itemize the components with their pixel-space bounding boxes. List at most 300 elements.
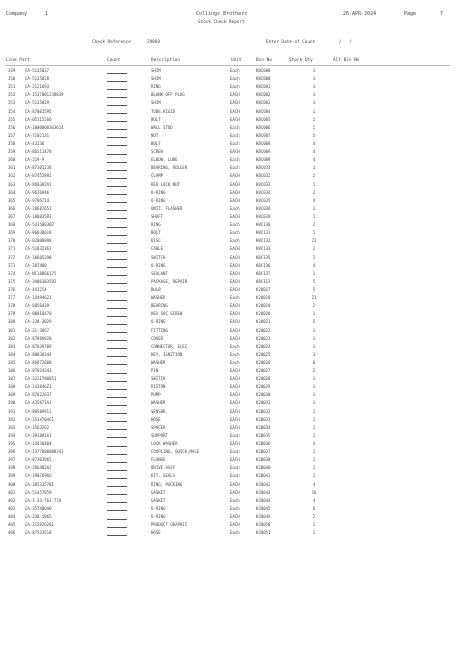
unit-cell: EACH: [230, 319, 240, 325]
line-part-cell: 377: [8, 295, 16, 301]
line-part-cell: 349: [8, 68, 16, 73]
stock-qty-cell: 4: [312, 481, 316, 487]
unit-cell: Each: [230, 505, 240, 511]
column-alt-bin-no: Alt Bin No: [333, 58, 360, 63]
table-row: [0, 351, 460, 359]
stock-qty-cell: 5: [312, 278, 316, 284]
table-row: [0, 408, 460, 416]
table-row: [0, 108, 460, 116]
count-entry-line[interactable]: [107, 170, 127, 171]
description-cell: GASKET: [151, 489, 166, 495]
count-entry-line[interactable]: [107, 73, 127, 74]
unit-cell: EACH: [230, 100, 240, 106]
bin-no-cell: K20028: [256, 376, 271, 382]
table-row: [0, 327, 460, 335]
description-cell: O-RING: [151, 505, 166, 511]
count-entry-line[interactable]: [107, 105, 127, 106]
unit-cell: EACH: [230, 149, 240, 155]
description-cell: BOLT: [151, 140, 161, 146]
line-part-cell: 363: [8, 181, 16, 187]
unit-cell: Each: [230, 473, 240, 479]
description-cell: SCREW: [151, 149, 164, 155]
table-row: [0, 529, 460, 537]
description-cell: O-RING: [151, 189, 166, 195]
bin-no-cell: K20019: [256, 303, 271, 309]
table-row: [0, 294, 460, 302]
line-part-cell: 359: [8, 149, 16, 155]
part-number-cell: CA-1-33-761-778: [25, 497, 62, 503]
description-cell: KEY, IGNITION: [151, 351, 183, 357]
unit-cell: EACH: [230, 416, 240, 422]
bin-no-cell: K8C009: [256, 157, 271, 163]
count-entry-line[interactable]: [107, 478, 127, 479]
stock-qty-cell: 1: [312, 124, 316, 130]
description-cell: BLANK-OFF PLUG: [151, 92, 185, 98]
table-row: [0, 302, 460, 310]
count-entry-line[interactable]: [107, 454, 127, 455]
line-part-cell: 397: [8, 457, 16, 463]
unit-cell: EACH: [230, 481, 240, 487]
table-row: [0, 262, 460, 270]
bin-no-cell: K20043: [256, 489, 271, 495]
description-cell: PRODUCT GRAPHIC: [151, 522, 188, 528]
table-row: [0, 335, 460, 343]
description-cell: TUBE.RIGID: [151, 108, 176, 114]
table-row: [0, 456, 460, 464]
line-part-cell: 362: [8, 173, 16, 179]
part-number-cell: CA-1907696U: [25, 473, 52, 479]
stock-qty-cell: 1: [312, 530, 316, 536]
line-part-cell: 405: [8, 522, 16, 528]
count-entry-line[interactable]: [107, 429, 127, 430]
part-number-cell: CA-287488: [25, 262, 47, 268]
line-part-cell: 389: [8, 392, 16, 398]
description-cell: BOLT: [151, 116, 161, 122]
unit-cell: Each: [230, 222, 240, 228]
table-row: [0, 343, 460, 351]
count-entry-line[interactable]: [107, 519, 127, 520]
table-row: [0, 148, 460, 156]
check-reference-value: 29860: [147, 40, 160, 45]
part-number-cell: CA-31-3867: [25, 327, 50, 333]
table-row: [0, 424, 460, 432]
description-cell: SPACER: [151, 424, 166, 430]
description-cell: O-RING: [151, 514, 166, 520]
part-number-cell: CA-2121693: [25, 84, 50, 90]
part-number-cell: CA-35740040: [25, 505, 52, 511]
part-number-cell: CA-1537001238839: [25, 92, 64, 98]
count-entry-line[interactable]: [107, 437, 127, 438]
page-label: Page: [404, 11, 417, 17]
count-entry-line[interactable]: [107, 373, 127, 374]
count-entry-line[interactable]: [107, 446, 127, 447]
bin-no-cell: K8C136: [256, 262, 271, 268]
part-number-cell: CA-315926201: [25, 522, 54, 528]
count-entry-line[interactable]: [107, 510, 127, 511]
count-entry-line[interactable]: [107, 202, 127, 203]
count-entry-line[interactable]: [107, 210, 127, 211]
unit-cell: EACH: [230, 92, 240, 98]
part-number-cell: CA-9626946: [25, 189, 50, 195]
bin-no-cell: K20025: [256, 351, 271, 357]
line-part-cell: 384: [8, 351, 16, 357]
part-number-cell: CA-3534704C1: [25, 416, 54, 422]
bin-no-cell: K8C008: [256, 140, 271, 146]
count-entry-line[interactable]: [107, 494, 127, 495]
stock-qty-cell: 1: [312, 165, 316, 171]
line-part-cell: 355: [8, 116, 16, 122]
count-entry-line[interactable]: [107, 227, 127, 228]
count-entry-line[interactable]: [107, 462, 127, 463]
count-entry-line[interactable]: [107, 129, 127, 130]
stock-qty-cell: 1: [312, 84, 316, 90]
table-row: [0, 172, 460, 180]
table-row: [0, 505, 460, 513]
line-part-cell: 353: [8, 100, 16, 106]
unit-cell: Each: [230, 84, 240, 90]
line-part-cell: 381: [8, 327, 16, 333]
line-part-cell: 385: [8, 359, 16, 365]
count-entry-line[interactable]: [107, 154, 127, 155]
unit-cell: Each: [230, 465, 240, 471]
line-part-cell: 364: [8, 189, 16, 195]
bin-no-cell: K20033: [256, 416, 271, 422]
stock-qty-cell: 5: [312, 319, 316, 325]
bin-no-cell: K20026: [256, 359, 271, 365]
table-row: [0, 270, 460, 278]
line-part-cell: 378: [8, 303, 16, 309]
part-number-cell: CA-385335701: [25, 481, 54, 487]
stock-qty-cell: 1: [312, 408, 316, 414]
count-entry-line[interactable]: [107, 283, 127, 284]
count-entry-line[interactable]: [107, 364, 127, 365]
part-number-cell: CA-43236: [25, 140, 45, 146]
count-entry-line[interactable]: [107, 316, 127, 317]
column-description: Description: [151, 58, 181, 63]
count-entry-line[interactable]: [107, 470, 127, 471]
unit-cell: EACH: [230, 376, 240, 382]
stock-qty-cell: 1: [312, 254, 316, 260]
description-cell: SENSOR: [151, 408, 166, 414]
part-number-cell: CA-87533518: [25, 530, 52, 536]
description-cell: PUMP: [151, 392, 161, 398]
count-entry-line[interactable]: [107, 178, 127, 179]
description-cell: SUPPORT: [151, 432, 168, 438]
part-number-cell: CA-238-3029: [25, 319, 52, 325]
description-cell: COUPLING, QUICK,MALE: [151, 449, 200, 455]
description-cell: HOSE: [151, 530, 161, 536]
line-part-cell: 406: [8, 530, 16, 536]
unit-cell: Each: [230, 343, 240, 349]
bin-no-cell: K20035: [256, 432, 271, 438]
stock-qty-cell: 1: [312, 100, 316, 106]
part-number-cell: CA-1377800080343: [25, 449, 64, 455]
part-number-cell: CA-5135028: [25, 76, 50, 82]
count-entry-line[interactable]: [107, 405, 127, 406]
bin-no-cell: K20017: [256, 286, 271, 292]
unit-cell: EACH: [230, 181, 240, 187]
stock-qty-cell: 1: [312, 92, 316, 98]
stock-qty-cell: 1: [312, 68, 316, 73]
stock-qty-cell: 4: [312, 157, 316, 163]
part-number-cell: CA-219-9: [25, 157, 45, 163]
description-cell: SHIM: [151, 76, 161, 82]
part-number-cell: CA-9706714: [25, 197, 50, 203]
count-entry-line[interactable]: [107, 291, 127, 292]
column-stock-qty: Stock Qty: [289, 58, 313, 63]
stock-qty-cell: 4: [312, 441, 316, 447]
line-part-cell: 365: [8, 197, 16, 203]
unit-cell: EACH: [230, 278, 240, 284]
bin-no-cell: K8C031: [256, 165, 271, 171]
count-entry-line[interactable]: [107, 397, 127, 398]
count-entry-line[interactable]: [107, 421, 127, 422]
description-cell: BULB: [151, 286, 161, 292]
bin-no-cell: K20031: [256, 400, 271, 406]
unit-cell: EACH: [230, 514, 240, 520]
count-entry-line[interactable]: [107, 121, 127, 122]
stock-qty-cell: 4: [312, 140, 316, 146]
table-row: [0, 416, 460, 424]
part-number-cell: CA-3231780051: [25, 376, 57, 382]
bin-no-cell: K8C132: [256, 238, 271, 244]
count-entry-line[interactable]: [107, 502, 127, 503]
bin-no-cell: K20024: [256, 343, 271, 349]
unit-cell: Each: [230, 68, 240, 73]
line-part-cell: 370: [8, 238, 16, 244]
count-entry-line[interactable]: [107, 137, 127, 138]
description-cell: DISC: [151, 238, 161, 244]
part-number-cell: CA-87301238: [25, 165, 52, 171]
part-number-cell: CA-80589911: [25, 408, 52, 414]
part-number-cell: CA-87889920: [25, 335, 52, 341]
table-row: [0, 229, 460, 237]
count-entry-line[interactable]: [107, 300, 127, 301]
part-number-cell: CA-51832361: [25, 246, 52, 252]
count-entry-line[interactable]: [107, 348, 127, 349]
line-part-cell: 350: [8, 76, 16, 82]
report-date: 26-APR-2024: [343, 11, 377, 17]
count-entry-line[interactable]: [107, 89, 127, 90]
part-number-cell: CA-441254: [25, 286, 47, 292]
line-part-cell: 376: [8, 286, 16, 292]
count-entry-line[interactable]: [107, 413, 127, 414]
count-entry-line[interactable]: [107, 308, 127, 309]
count-entry-line[interactable]: [107, 275, 127, 276]
column-unit: Unit: [231, 58, 242, 63]
count-entry-line[interactable]: [107, 340, 127, 341]
bin-no-cell: K8C032: [256, 173, 271, 179]
table-row: [0, 359, 460, 367]
description-cell: GASKET: [151, 497, 166, 503]
unit-cell: EACH: [230, 262, 240, 268]
stock-qty-cell: 1: [312, 108, 316, 114]
count-entry-line[interactable]: [107, 97, 127, 98]
bin-no-cell: K8C009: [256, 149, 271, 155]
line-part-cell: 368: [8, 222, 16, 228]
count-entry-line[interactable]: [107, 235, 127, 236]
table-row: [0, 278, 460, 286]
part-number-cell: CA-51457859: [25, 489, 52, 495]
bin-no-cell: K20029: [256, 384, 271, 390]
count-entry-line[interactable]: [107, 356, 127, 357]
part-number-cell: CA-87452892: [25, 173, 52, 179]
table-row: [0, 472, 460, 480]
table-row: [0, 164, 460, 172]
count-entry-line[interactable]: [107, 267, 127, 268]
line-part-cell: 354: [8, 108, 16, 114]
bin-no-cell: K20042: [256, 481, 271, 487]
part-number-cell: CA-87024343: [25, 368, 52, 374]
check-reference-label: Check Reference: [92, 40, 131, 45]
unit-cell: Each: [230, 76, 240, 82]
part-number-cell: CA-238-5065: [25, 514, 52, 520]
stock-qty-cell: 2: [312, 222, 316, 228]
line-part-cell: 400: [8, 481, 16, 487]
table-row: [0, 513, 460, 521]
part-number-cell: CA-10083583: [25, 213, 52, 219]
stock-qty-cell: 1: [312, 335, 316, 341]
count-entry-line[interactable]: [107, 486, 127, 487]
line-part-cell: 391: [8, 408, 16, 414]
line-part-cell: 371: [8, 246, 16, 252]
unit-cell: Each: [230, 238, 240, 244]
table-row: [0, 83, 460, 91]
count-entry-line[interactable]: [107, 113, 127, 114]
bin-no-cell: K20037: [256, 449, 271, 455]
stock-qty-cell: 4: [312, 197, 316, 203]
company-value: 1: [45, 11, 49, 17]
count-entry-line[interactable]: [107, 218, 127, 219]
description-cell: RED LOCK NUT: [151, 181, 180, 187]
stock-qty-cell: 1: [312, 416, 316, 422]
line-part-cell: 402: [8, 497, 16, 503]
unit-cell: Each: [230, 295, 240, 301]
bin-no-cell: K8C137: [256, 270, 271, 276]
table-row: [0, 399, 460, 407]
stock-qty-cell: 2: [312, 189, 316, 195]
count-entry-line[interactable]: [107, 381, 127, 382]
line-part-cell: 374: [8, 270, 16, 276]
table-row: [0, 448, 460, 456]
description-cell: PIN: [151, 368, 159, 374]
count-entry-line[interactable]: [107, 251, 127, 252]
stock-qty-cell: 1: [312, 473, 316, 479]
bin-no-cell: K20051: [256, 530, 271, 536]
description-cell: O-RING: [151, 319, 166, 325]
part-number-cell: CA-86038618: [25, 230, 52, 236]
line-part-cell: 358: [8, 140, 16, 146]
stock-qty-cell: 1: [312, 400, 316, 406]
description-cell: O-RING: [151, 197, 166, 203]
count-entry-line[interactable]: [107, 81, 127, 82]
part-number-cell: CA-05115566: [25, 116, 52, 122]
count-entry-line[interactable]: [107, 332, 127, 333]
unit-cell: Each: [230, 124, 240, 130]
stock-qty-cell: 1: [312, 376, 316, 382]
line-part-cell: 388: [8, 384, 16, 390]
count-entry-line[interactable]: [107, 324, 127, 325]
count-entry-line[interactable]: [107, 194, 127, 195]
part-number-cell: CA-435871A1: [25, 400, 52, 406]
description-cell: FLANGE: [151, 457, 166, 463]
stock-qty-cell: 2: [312, 303, 316, 309]
part-number-cell: CA-NC18866175: [25, 270, 57, 276]
table-row: [0, 245, 460, 253]
bin-no-cell: K8C002: [256, 92, 271, 98]
part-number-cell: CA-87801595: [25, 108, 52, 114]
description-cell: WASHER: [151, 295, 166, 301]
part-number-cell: CA-5135029: [25, 100, 50, 106]
unit-cell: EACH: [230, 286, 240, 292]
part-number-cell: CA-391891A1: [25, 432, 52, 438]
line-part-cell: 361: [8, 165, 16, 171]
company-label: Company: [6, 11, 28, 17]
stock-qty-cell: 4: [312, 497, 316, 503]
part-number-cell: CA-143846Z1: [25, 384, 52, 390]
unit-cell: EACH: [230, 173, 240, 179]
unit-cell: EACH: [230, 327, 240, 333]
line-part-cell: 403: [8, 505, 16, 511]
line-part-cell: 356: [8, 124, 16, 130]
count-entry-line[interactable]: [107, 259, 127, 260]
line-part-cell: 404: [8, 514, 16, 520]
description-cell: SWITCH: [151, 376, 166, 382]
part-number-cell: CA-1000008363614: [25, 124, 64, 130]
line-part-cell: 367: [8, 213, 16, 219]
line-part-cell: 386: [8, 368, 16, 374]
unit-cell: EACH: [230, 270, 240, 276]
table-row: [0, 124, 460, 132]
stock-qty-cell: 1: [312, 465, 316, 471]
stock-qty-cell: 1: [312, 457, 316, 463]
stock-qty-cell: 2: [312, 173, 316, 179]
unit-cell: EACH: [230, 213, 240, 219]
line-part-cell: 401: [8, 489, 16, 495]
description-cell: NUT: [151, 132, 159, 138]
bin-no-cell: K8C130: [256, 222, 271, 228]
count-entry-line[interactable]: [107, 535, 127, 536]
stock-qty-cell: 1: [312, 205, 316, 211]
count-entry-line[interactable]: [107, 145, 127, 146]
bin-no-cell: K8C000: [256, 68, 271, 73]
bin-no-cell: K8C133: [256, 246, 271, 252]
bin-no-cell: K20020: [256, 311, 271, 317]
bin-no-cell: K20036: [256, 441, 271, 447]
column-header-row: [0, 58, 460, 65]
description-cell: LOCK WASHER: [151, 441, 178, 447]
description-cell: SHIM: [151, 68, 161, 73]
part-number-cell: CA-87303965: [25, 457, 52, 463]
unit-cell: EACH: [230, 108, 240, 114]
count-entry-line[interactable]: [107, 527, 127, 528]
count-entry-line[interactable]: [107, 243, 127, 244]
stock-qty-cell: 21: [311, 238, 317, 244]
bin-no-cell: K20018: [256, 295, 271, 301]
part-number-cell: CA-14494621: [25, 295, 52, 301]
stock-qty-cell: 2: [312, 368, 316, 374]
count-entry-line[interactable]: [107, 162, 127, 163]
part-number-cell: CA-80018470: [25, 311, 52, 317]
bin-no-cell: K8C135: [256, 254, 271, 260]
part-number-cell: CA-7102131: [25, 132, 50, 138]
count-entry-line[interactable]: [107, 389, 127, 390]
part-number-cell: CA-3406383592: [25, 278, 57, 284]
count-entry-line[interactable]: [107, 186, 127, 187]
line-part-cell: 369: [8, 230, 16, 236]
part-number-cell: CA-6856439: [25, 303, 50, 309]
stock-qty-cell: 1: [312, 270, 316, 276]
